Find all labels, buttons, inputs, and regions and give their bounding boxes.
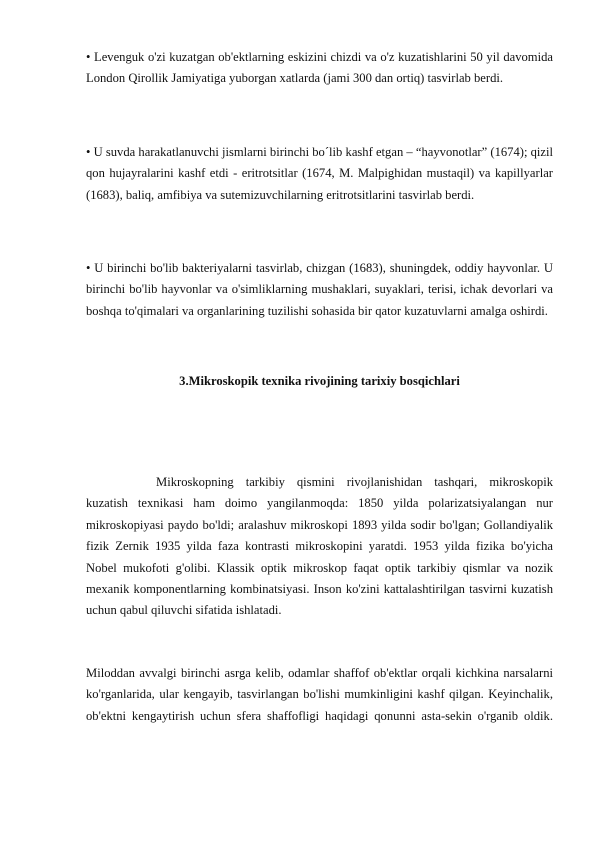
paragraph-discoveries-1674: • U suvda harakatlanuvchi jismlarni birinchi bo´lib kashf etgan – “hayvonotlar” (1674); qizil qon hujayralarini kashf etdi - eritrotsitlar (1674, M. Malpighidan mustaqil) va kapillyarlar (1683), baliq, amfibiya va sutemizuvchilarning eritrotsitlarini tasvirlab berdi. — [86, 145, 553, 202]
paragraph-leeuwenhoek-sketches: • Levenguk o'zi kuzatgan ob'ektlarning eskizini chizdi va o'z kuzatishlarini 50 yil davomida London Qirollik Jamiyatiga yuborgan xatlarda (jami 300 dan ortiq) tasvirlab berdi. — [86, 50, 553, 86]
paragraph-bacteria-1683: • U birinchi bo'lib bakteriyalarni tasvirlab, chizgan (1683), shuningdek, oddiy hayvonlar. U birinchi bo'lib hayvonlar va o'simliklarning mushaklari, suyaklari, terisi, ichak devorlari va boshqa to'qimalari va organlarining tuzilishi sohasida bir qator kuzatuvlarni amalga oshirdi. — [86, 261, 553, 318]
section-heading: 3.Mikroskopik texnika rivojining tarixiy bosqichlari — [179, 374, 460, 388]
paragraph-microscopy-techniques: Mikroskopning tarkibiy qismini rivojlanishidan tashqari, mikroskopik kuzatish texnikasi ham doimo yangilanmoqda: 1850 yilda polarizatsiyalangan nur mikroskopiyasi paydo bo'ldi; aralashuv mikroskopi 1893 yilda sodir bo'lgan; Gollandiyalik fizik Zernik 1935 yilda faza kontrasti mikroskopini yaratdi. 1953 yilda fizika bo'yicha Nobel mukofoti g'olibi. Klassik optik mikroskop faqat optik tarkibiy qismlar va nozik mexanik komponentlarning kombinatsiyasi. Inson ko'zini kattalashtirilgan tasvirni kuzatish uchun qabul qiluvchi sifatida ishlatadi. — [86, 475, 553, 618]
paragraph-early-magnification: Miloddan avvalgi birinchi asrga kelib, odamlar shaffof ob'ektlar orqali kichkina narsalarni ko'rganlarida, ular kengayib, tasvirlangan bo'lishi mumkinligini kashf qilgan. Keyinchalik, ob'ektni kengaytirish uchun sfera shaffofligi haqidagi qonunni asta-sekin o'rganib oldik. — [86, 666, 553, 723]
